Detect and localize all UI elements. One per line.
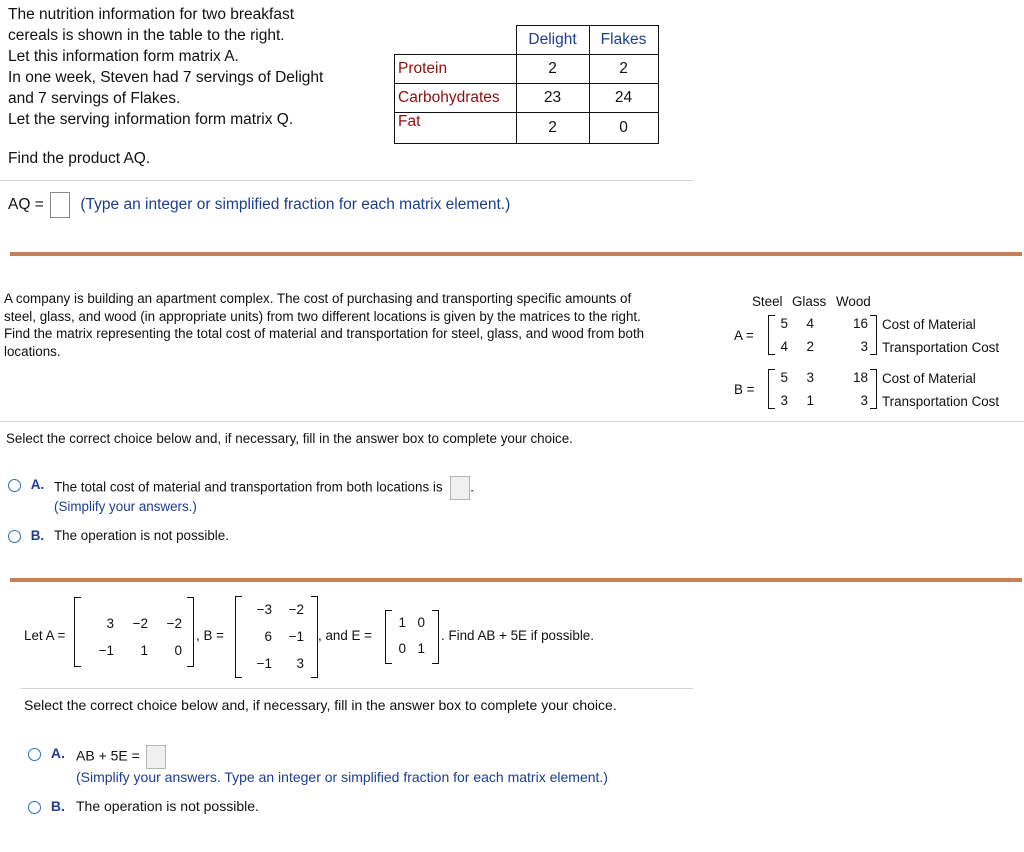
problem1-find: Find the product AQ. bbox=[8, 150, 151, 167]
right-bracket bbox=[432, 610, 439, 664]
radio-b[interactable] bbox=[28, 801, 41, 814]
table-row bbox=[395, 55, 659, 84]
problem1-line: Let the serving information form matrix Q. bbox=[8, 111, 294, 128]
matrix-cell: 2 bbox=[806, 339, 814, 354]
table-cell: 24 bbox=[589, 84, 658, 113]
header-glass: Glass bbox=[792, 294, 827, 309]
matrix-cell: 0 bbox=[417, 615, 425, 630]
period: . bbox=[470, 479, 474, 495]
choice-a-text: AB + 5E = bbox=[76, 747, 140, 764]
header-steel: Steel bbox=[752, 294, 783, 309]
divider bbox=[0, 180, 693, 181]
left-bracket bbox=[74, 597, 81, 667]
row-label-fat: Fat bbox=[395, 113, 517, 144]
radio-a[interactable] bbox=[28, 748, 41, 761]
choice-letter: A. bbox=[50, 745, 65, 761]
row-label: Cost of Material bbox=[882, 371, 976, 386]
right-bracket bbox=[311, 596, 318, 678]
problem2-instruction: Select the correct choice below and, if necessary, fill in the answer box to complete your choice. bbox=[6, 431, 573, 446]
matrix-cell: 3 bbox=[296, 656, 304, 671]
choice-a-text: The total cost of material and transportation from both locations is bbox=[54, 479, 443, 495]
answer-label: AQ = bbox=[8, 196, 44, 214]
matrix-cell: 0 bbox=[174, 643, 182, 658]
choice-letter: A. bbox=[30, 477, 45, 492]
matrix-a-label: A = bbox=[734, 328, 754, 343]
table-cell: 2 bbox=[516, 113, 589, 144]
matrix-cell: −2 bbox=[288, 602, 304, 617]
row-label-carbohydrates: Carbohydrates bbox=[395, 84, 517, 113]
table-row bbox=[395, 113, 659, 144]
row-label-protein: Protein bbox=[395, 55, 517, 84]
choice-b-text: The operation is not possible. bbox=[54, 528, 229, 543]
matrix-cell: −1 bbox=[256, 656, 272, 671]
matrix-cell: 1 bbox=[417, 641, 425, 656]
column-header-flakes: Flakes bbox=[589, 26, 658, 55]
matrix-cell: 18 bbox=[852, 370, 868, 385]
matrix-cell: 3 bbox=[860, 393, 868, 408]
problem1-line: In one week, Steven had 7 servings of Delight bbox=[8, 69, 324, 86]
problem2-line: locations. bbox=[4, 343, 61, 359]
problem2-line: Find the matrix representing the total cost of material and transportation for steel, glass, and wood from both bbox=[4, 326, 645, 341]
section-divider bbox=[10, 252, 1022, 256]
choice-b[interactable] bbox=[28, 798, 65, 814]
choice-a-text-row bbox=[54, 476, 474, 500]
answer-hint: (Type an integer or simplified fraction for each matrix element.) bbox=[80, 196, 511, 214]
table-cell: 0 bbox=[589, 113, 658, 144]
matrix-cell: 4 bbox=[806, 316, 814, 331]
choice-a[interactable] bbox=[28, 745, 65, 761]
radio-b[interactable] bbox=[8, 530, 21, 543]
table-cell: 23 bbox=[516, 84, 589, 113]
nutrition-table bbox=[394, 25, 659, 144]
header-wood: Wood bbox=[836, 294, 871, 309]
divider bbox=[0, 421, 1024, 422]
let-a-label: Let A = bbox=[24, 628, 66, 643]
row-label: Transportation Cost bbox=[882, 340, 1000, 355]
problem1-line: Let this information form matrix A. bbox=[8, 48, 239, 65]
choice-letter: B. bbox=[30, 528, 45, 543]
right-bracket bbox=[870, 369, 877, 409]
matrix-cell: 6 bbox=[264, 629, 272, 644]
problem3-instruction: Select the correct choice below and, if necessary, fill in the answer box to complete your choice. bbox=[24, 697, 617, 713]
problem1-line: The nutrition information for two breakfast bbox=[8, 6, 295, 23]
matrix-cell: 3 bbox=[106, 616, 114, 631]
matrix-cell: 4 bbox=[780, 339, 788, 354]
matrix-cell: 3 bbox=[860, 339, 868, 354]
table-row bbox=[395, 84, 659, 113]
column-header-delight: Delight bbox=[516, 26, 589, 55]
choice-a-hint: (Simplify your answers.) bbox=[54, 499, 197, 514]
matrix-b-label: B = bbox=[734, 382, 755, 397]
row-label: Transportation Cost bbox=[882, 394, 1000, 409]
aq-answer-box[interactable] bbox=[50, 192, 70, 218]
choice-a-hint: (Simplify your answers. Type an integer or simplified fraction for each matrix element.) bbox=[76, 769, 608, 785]
matrix-cell: 3 bbox=[806, 370, 814, 385]
matrix-cell: 5 bbox=[780, 370, 788, 385]
choice-b[interactable] bbox=[8, 527, 44, 545]
answer-row-aq bbox=[8, 192, 510, 218]
right-bracket bbox=[870, 315, 877, 355]
matrix-cell: −1 bbox=[98, 643, 114, 658]
table-header-row bbox=[395, 26, 659, 55]
left-bracket bbox=[235, 596, 242, 678]
matrix-cell: 1 bbox=[398, 615, 406, 630]
matrix-cell: −2 bbox=[132, 616, 148, 631]
table-cell: 2 bbox=[516, 55, 589, 84]
problem1-text bbox=[8, 4, 388, 130]
problem2-line: steel, glass, and wood (in appropriate units) from two different locations is given by the matrices to the right. bbox=[4, 308, 641, 324]
choice-a[interactable] bbox=[8, 476, 44, 494]
matrix-cell: −3 bbox=[256, 602, 272, 617]
problem1-line: cereals is shown in the table to the right. bbox=[8, 27, 285, 44]
problem2-text bbox=[4, 290, 719, 360]
matrix-cell: 16 bbox=[852, 316, 868, 331]
matrix-cell: −2 bbox=[166, 616, 182, 631]
matrix-cell: −1 bbox=[288, 629, 304, 644]
choice-letter: B. bbox=[50, 798, 65, 814]
matrix-cell: 1 bbox=[806, 393, 814, 408]
section-divider bbox=[10, 578, 1022, 582]
problem2-line: A company is building an apartment complex. The cost of purchasing and transporting specific amounts of bbox=[4, 291, 632, 306]
b-label: , B = bbox=[196, 628, 224, 643]
e-label: , and E = bbox=[318, 628, 372, 643]
problem3-find: . Find AB + 5E if possible. bbox=[441, 628, 594, 643]
matrix-cell: 3 bbox=[780, 393, 788, 408]
table-cell: 2 bbox=[589, 55, 658, 84]
choice-b-text: The operation is not possible. bbox=[76, 798, 259, 814]
radio-a[interactable] bbox=[8, 479, 21, 492]
divider bbox=[20, 688, 693, 689]
matrix-cell: 0 bbox=[398, 641, 406, 656]
ab-5e-answer-box[interactable] bbox=[146, 745, 166, 769]
row-label: Cost of Material bbox=[882, 317, 976, 332]
total-cost-answer-box[interactable] bbox=[450, 476, 470, 500]
choice-a-text-row bbox=[76, 745, 166, 769]
problem1-line: and 7 servings of Flakes. bbox=[8, 90, 181, 107]
matrix-cell: 5 bbox=[780, 316, 788, 331]
matrix-cell: 1 bbox=[140, 643, 148, 658]
right-bracket bbox=[187, 597, 194, 667]
